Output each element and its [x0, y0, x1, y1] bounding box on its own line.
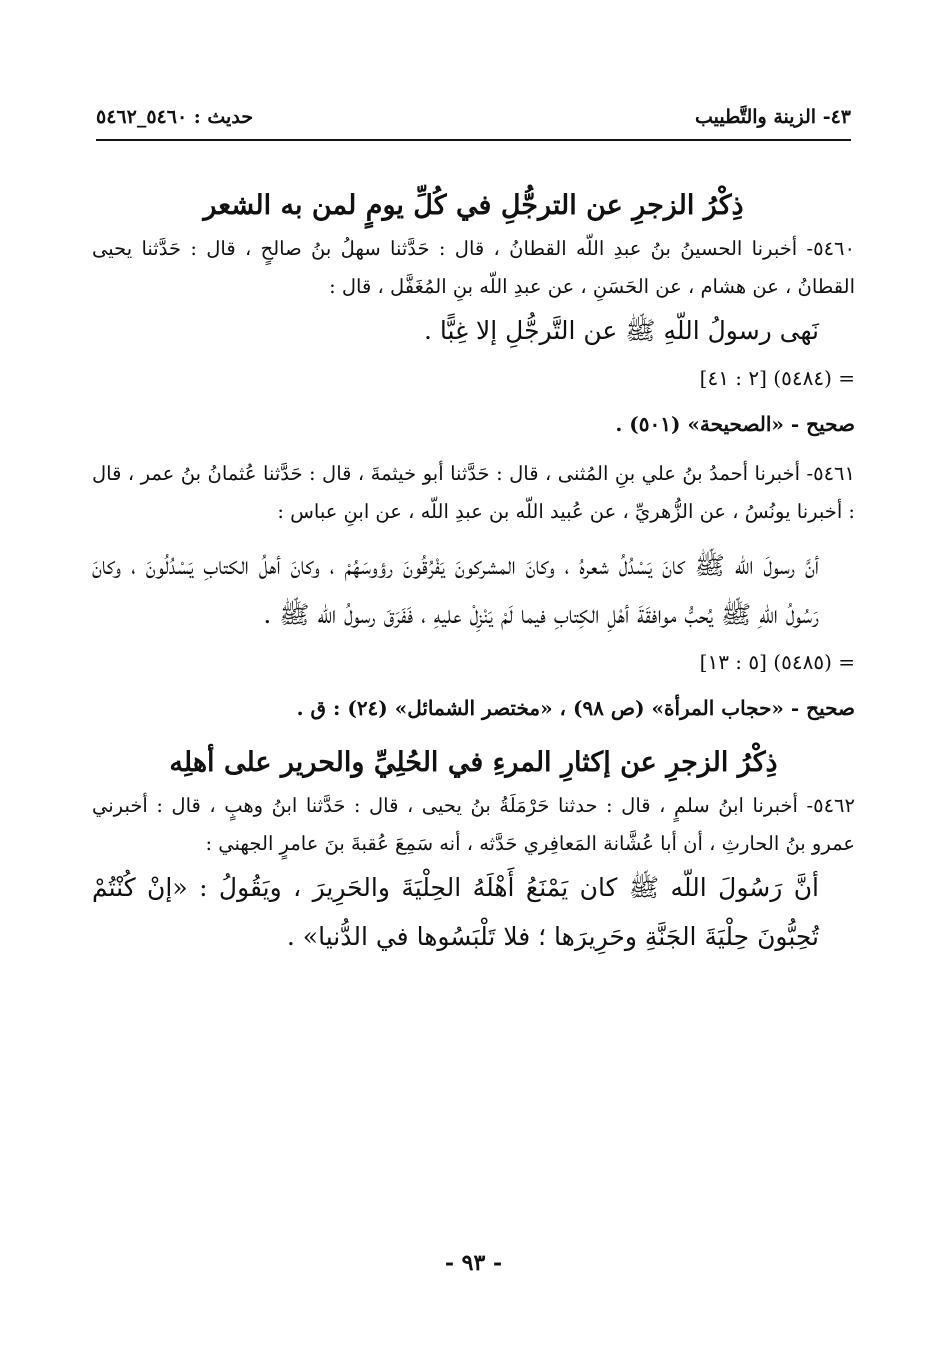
hadith-5462-isnad: ٥٤٦٢- أخبرنا ابنُ سلمٍ ، قال : حدثنا حَرْمَلَةُ بنُ يحيى ، قال : حَدَّثنا ابنُ وهبٍ ، قال : أخبرني عمرو بنُ الحارثِ ، أن أبا عُشَّانة المَعافِري حَدَّثه ، أنه سَمِعَ عُقبةَ بنَ عامرٍ الجهني : — [92, 794, 855, 855]
hadith-5461-isnad: ٥٤٦١- أخبرنا أحمدُ بنُ علي بنِ المُثنى ، قال : حَدَّثنا أبو خيثمةَ ، قال : حَدَّثنا عُثمانُ بنُ عمر ، قال : أخبرنا يونُسُ ، عن الزُّهريِّ ، عن عُبيد اللّه بن عبدِ اللّه ، عن ابنِ عباس : — [92, 462, 855, 523]
section-heading-1: ذِكْرُ الزجرِ عن الترجُّلِ في كُلِّ يومٍ لمن به الشعر — [203, 190, 744, 221]
hadith-5461-matn: أنَّ رسولَ اللّه ﷺ كانَ يَسْدُلُ شعرهُ ، وكانَ المشركونَ يَفْرُقُونَ رؤوسَهُمْ ، وكانَ أهلُ الكتابِ يَسْدُلُونَ ، وكانَ رَسُولُ اللّهِ ﷺ يُحبُّ موافقَةَ أهْلِ الكِتابِ فيما لَمْ يَنْزِلْ عليهِ ، فَفَرَقَ رسولُ اللّه ﷺ . — [92, 551, 819, 629]
hadith-5460-crossref: = (٥٤٨٤) [٢ : ٤١] — [699, 366, 855, 390]
running-header — [96, 100, 851, 134]
hadith-5462-matn: أنَّ رَسُولَ اللّه ﷺ كان يَمْنَعُ أَهْلَهُ الحِلْيَةَ والحَرِيرَ ، ويَقُولُ : «إنْ كُنْتُمْ تُحِبُّونَ حِلْيَةَ الجَنَّةِ وحَرِيرَها ؛ فلا تَلْبَسُوها في الدُّنيا» . — [92, 873, 819, 951]
page-body — [92, 182, 855, 961]
chapter-title: ٤٣- الزينة والتَّطييب — [695, 106, 851, 128]
hadith-5460-grade: صحيح - «الصحيحة» (٥٠١) . — [615, 412, 855, 436]
hadith-5460-matn: نَهى رسولُ اللّهِ ﷺ عن التَّرجُّلِ إلا غِبًّا . — [423, 316, 819, 345]
hadith-5461-crossref: = (٥٤٨٥) [٥ : ١٣] — [699, 650, 855, 674]
header-divider — [96, 139, 851, 141]
page-number: - ٩٣ - — [444, 1250, 503, 1276]
hadith-5461-grade: صحيح - «حجاب المرأة» (ص ٩٨) ، «مختصر الشمائل» (٢٤) : ق . — [296, 696, 855, 720]
hadith-5460-isnad: ٥٤٦٠- أخبرنا الحسينُ بنُ عبدِ اللّه القطانُ ، قال : حَدَّثنا سهلُ بنُ صالحٍ ، قال : حَدَّثنا يحيى القطانُ ، عن هشام ، عن الحَسَنِ ، عن عبدِ اللّه بنِ المُغَفَّل ، قال : — [92, 237, 855, 298]
hadith-range: حديث : ٥٤٦٠_٥٤٦٢ — [96, 106, 254, 128]
spacer — [92, 531, 855, 541]
section-heading-2: ذِكْرُ الزجرِ عن إكثارِ المرءِ في الحُلِيِّ والحرير على أهلِه — [169, 747, 778, 778]
